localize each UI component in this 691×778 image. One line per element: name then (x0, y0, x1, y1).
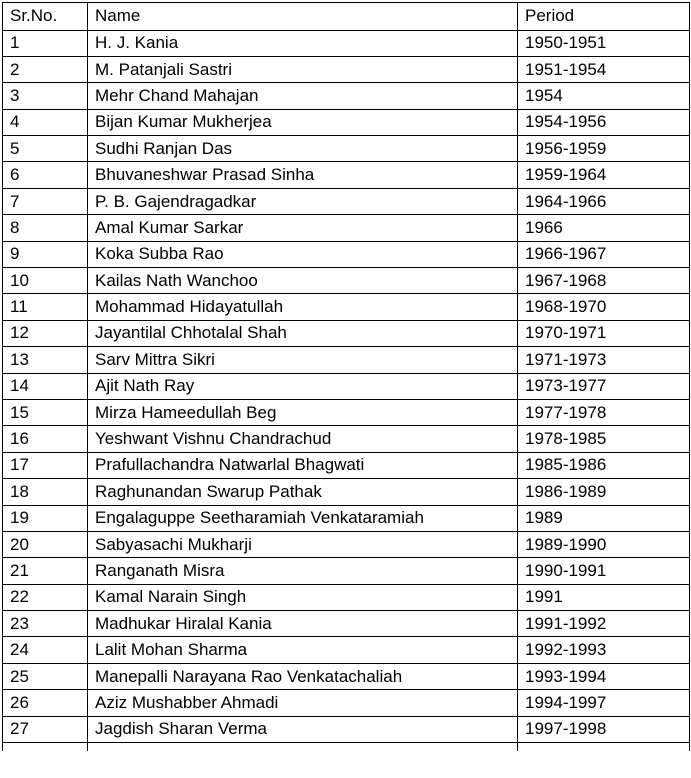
table-row (3, 584, 690, 610)
cell-period: 1956-1959 (518, 136, 690, 162)
cell-name: Jayantilal Chhotalal Shah (88, 320, 518, 346)
cell-name: Bhuvaneshwar Prasad Sinha (88, 162, 518, 188)
cell-period: 1967-1968 (518, 268, 690, 294)
cell-name: Kamal Narain Singh (88, 584, 518, 610)
table-row (3, 479, 690, 505)
chief-justices-table (2, 2, 690, 751)
cell-period: 1954-1956 (518, 109, 690, 135)
cell-period: 1954 (518, 83, 690, 109)
cell-period: 1989 (518, 505, 690, 531)
cell-sr-no: 22 (3, 584, 88, 610)
table-row (3, 690, 690, 716)
cell-empty (88, 743, 518, 751)
table-row (3, 188, 690, 214)
cell-name: Engalaguppe Seetharamiah Venkataramiah (88, 505, 518, 531)
table-row (3, 320, 690, 346)
cell-name: Lalit Mohan Sharma (88, 637, 518, 663)
table-row (3, 241, 690, 267)
cell-period: 1959-1964 (518, 162, 690, 188)
cell-sr-no: 1 (3, 30, 88, 56)
table-row (3, 347, 690, 373)
cell-sr-no: 19 (3, 505, 88, 531)
cell-period: 1971-1973 (518, 347, 690, 373)
cell-name: Mirza Hameedullah Beg (88, 399, 518, 425)
cell-name: Prafullachandra Natwarlal Bhagwati (88, 452, 518, 478)
cell-period: 1991-1992 (518, 611, 690, 637)
cell-name: M. Patanjali Sastri (88, 56, 518, 82)
table-row (3, 162, 690, 188)
cell-sr-no: 14 (3, 373, 88, 399)
cell-sr-no: 8 (3, 215, 88, 241)
cell-name: Raghunandan Swarup Pathak (88, 479, 518, 505)
cell-sr-no: 21 (3, 558, 88, 584)
cell-period: 1968-1970 (518, 294, 690, 320)
cell-name: Amal Kumar Sarkar (88, 215, 518, 241)
cell-sr-no: 25 (3, 663, 88, 689)
cell-sr-no: 11 (3, 294, 88, 320)
table-row (3, 637, 690, 663)
cell-name: Madhukar Hiralal Kania (88, 611, 518, 637)
cell-period: 1990-1991 (518, 558, 690, 584)
cell-name: P. B. Gajendragadkar (88, 188, 518, 214)
cell-empty (518, 743, 690, 751)
table-row (3, 215, 690, 241)
cell-period: 1978-1985 (518, 426, 690, 452)
cell-name: Yeshwant Vishnu Chandrachud (88, 426, 518, 452)
cell-period: 1966 (518, 215, 690, 241)
table-row (3, 558, 690, 584)
cell-sr-no: 7 (3, 188, 88, 214)
cell-sr-no: 17 (3, 452, 88, 478)
cell-name: Ranganath Misra (88, 558, 518, 584)
table-row (3, 426, 690, 452)
cell-period: 1985-1986 (518, 452, 690, 478)
header-period: Period (518, 3, 690, 31)
cell-sr-no: 18 (3, 479, 88, 505)
cell-name: Ajit Nath Ray (88, 373, 518, 399)
cell-period: 1977-1978 (518, 399, 690, 425)
table-row (3, 452, 690, 478)
cell-name: Kailas Nath Wanchoo (88, 268, 518, 294)
cell-sr-no: 5 (3, 136, 88, 162)
table-row (3, 716, 690, 742)
cell-sr-no: 12 (3, 320, 88, 346)
cell-period: 1966-1967 (518, 241, 690, 267)
cell-sr-no: 27 (3, 716, 88, 742)
cell-name: Mehr Chand Mahajan (88, 83, 518, 109)
header-sr-no: Sr.No. (3, 3, 88, 31)
cell-sr-no: 4 (3, 109, 88, 135)
table-row (3, 268, 690, 294)
cell-name: Bijan Kumar Mukherjea (88, 109, 518, 135)
cell-sr-no: 13 (3, 347, 88, 373)
cell-name: H. J. Kania (88, 30, 518, 56)
cell-period: 1970-1971 (518, 320, 690, 346)
cell-period: 1986-1989 (518, 479, 690, 505)
cell-name: Aziz Mushabber Ahmadi (88, 690, 518, 716)
table-row (3, 399, 690, 425)
cell-period: 1994-1997 (518, 690, 690, 716)
cell-sr-no: 26 (3, 690, 88, 716)
table-row (3, 83, 690, 109)
cell-period: 1951-1954 (518, 56, 690, 82)
cell-sr-no: 23 (3, 611, 88, 637)
table-row (3, 611, 690, 637)
cell-sr-no: 24 (3, 637, 88, 663)
table-row (3, 136, 690, 162)
cell-sr-no: 16 (3, 426, 88, 452)
table-row (3, 531, 690, 557)
cell-sr-no: 15 (3, 399, 88, 425)
table-row (3, 30, 690, 56)
cell-name: Manepalli Narayana Rao Venkatachaliah (88, 663, 518, 689)
table-row (3, 109, 690, 135)
table-row-cutoff (3, 743, 690, 751)
table-header-row (3, 3, 690, 31)
cell-period: 1989-1990 (518, 531, 690, 557)
cell-sr-no: 9 (3, 241, 88, 267)
cell-period: 1964-1966 (518, 188, 690, 214)
table-body (3, 30, 690, 751)
cell-sr-no: 10 (3, 268, 88, 294)
cell-sr-no: 6 (3, 162, 88, 188)
table-row (3, 373, 690, 399)
cell-period: 1950-1951 (518, 30, 690, 56)
cell-name: Jagdish Sharan Verma (88, 716, 518, 742)
cell-name: Mohammad Hidayatullah (88, 294, 518, 320)
header-name: Name (88, 3, 518, 31)
cell-name: Koka Subba Rao (88, 241, 518, 267)
table-row (3, 294, 690, 320)
cell-name: Sarv Mittra Sikri (88, 347, 518, 373)
cell-name: Sudhi Ranjan Das (88, 136, 518, 162)
cell-sr-no: 3 (3, 83, 88, 109)
cell-sr-no: 2 (3, 56, 88, 82)
cell-period: 1991 (518, 584, 690, 610)
table-row (3, 663, 690, 689)
cell-period: 1997-1998 (518, 716, 690, 742)
cell-name: Sabyasachi Mukharji (88, 531, 518, 557)
cell-period: 1973-1977 (518, 373, 690, 399)
cell-period: 1993-1994 (518, 663, 690, 689)
table-row (3, 56, 690, 82)
cell-period: 1992-1993 (518, 637, 690, 663)
cell-sr-no: 20 (3, 531, 88, 557)
table-row (3, 505, 690, 531)
cell-empty (3, 743, 88, 751)
